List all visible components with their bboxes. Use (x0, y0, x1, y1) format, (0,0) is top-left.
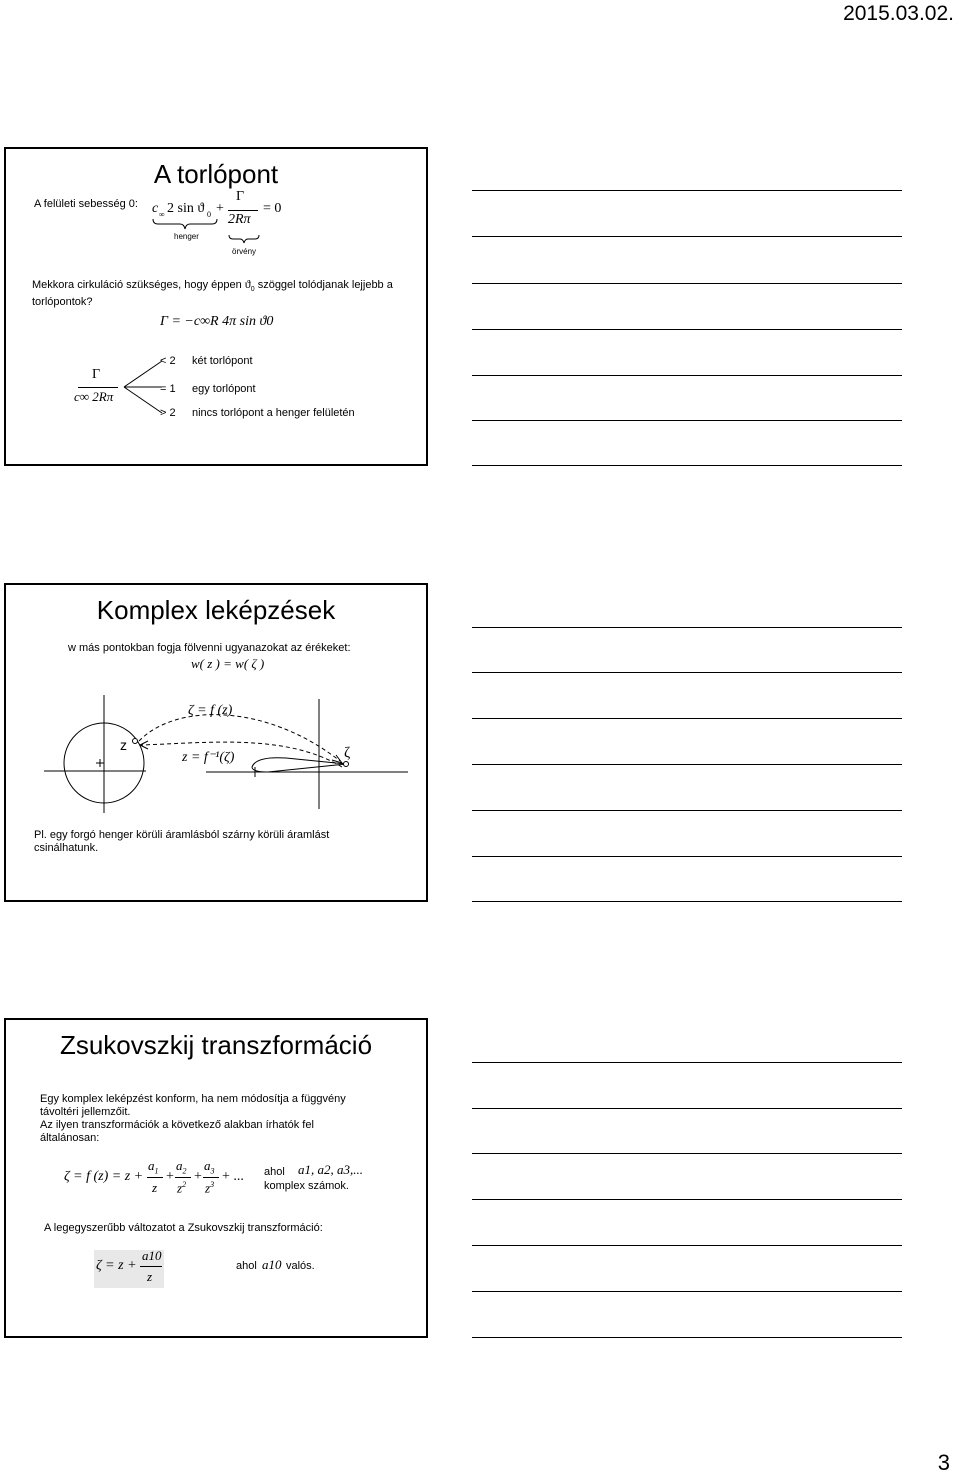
ahol-text: ahol (264, 1166, 285, 1178)
zh-den: z (147, 1269, 153, 1284)
paragraph-simplest: A legegyszerűbb változatot a Zsukovszkij transzformáció: (44, 1222, 323, 1234)
term-z3: $z^3$ (205, 1180, 215, 1196)
slide-zsukovszkij (4, 1018, 428, 1338)
paragraph-conform: Egy komplex leképzést konform, ha nem módosítja a függvény távoltéri jellemzőit. Az ilyen transzformációk a következő alakban írhatók fel általánosan: (40, 1093, 346, 1144)
zh-num: a10 (142, 1248, 162, 1263)
ratio-numerator: Γ (92, 367, 101, 382)
coefficients: a1, a2, a3,... (298, 1162, 363, 1177)
inverse-map-label: z = f⁻¹(ζ) (182, 750, 235, 765)
w-equation: w( z ) = w( ζ ) (191, 656, 265, 671)
term-z: z (152, 1180, 158, 1195)
forward-map-label: ζ = f (z) (188, 703, 233, 718)
plus: + (194, 1169, 202, 1184)
term-a1: $a_1$ (148, 1158, 159, 1176)
case-cond: = 1 (160, 383, 176, 395)
intro-text: A felületi sebesség 0: (34, 198, 138, 210)
case-text: nincs torlópont a henger felületén (192, 407, 355, 419)
term-a2: $a_2$ (176, 1158, 187, 1176)
header-date: 2015.03.02. (843, 2, 954, 25)
case-text: egy torlópont (192, 383, 256, 395)
case-cond: > 2 (160, 407, 176, 419)
slide-title: A torlópont (153, 159, 279, 189)
a10-symbol: a10 (262, 1257, 282, 1272)
question-text: Mekkora cirkuláció szükséges, hogy éppen $ϑ_0$ szöggel tolódjanak lejjebb a torlópontok? (32, 277, 393, 309)
valos-text: valós. (286, 1260, 315, 1272)
slide-torlopont (4, 147, 428, 466)
body-text: w más pontokban fogja fölvenni ugyanazokat az érékeket: (68, 642, 351, 654)
ratio-bar (78, 387, 118, 388)
frac-bar (203, 1177, 219, 1178)
ahol-text: ahol (236, 1260, 257, 1272)
frac-bar (140, 1266, 162, 1267)
series-tail: + ... (222, 1169, 244, 1184)
z-label: z (120, 737, 127, 753)
term-z2: $z^2$ (177, 1180, 187, 1196)
slide-title: Komplex leképzések (96, 595, 336, 625)
stagnation-equation: c ∞ 2 sin ϑ 0 + Γ 2Rπ = 0 henger örvény (152, 189, 282, 256)
series-lhs: ζ = f (z) = z + (64, 1169, 144, 1184)
underbrace-icons (152, 219, 272, 239)
frac-bar (175, 1177, 191, 1178)
zh-lhs: ζ = z + (96, 1258, 137, 1273)
plus: + (166, 1169, 174, 1184)
term-a3: $a_3$ (204, 1158, 215, 1176)
circulation-equation: Γ = −c∞R 4π sin ϑ0 (160, 314, 274, 329)
ratio-denominator: c∞ 2Rπ (74, 389, 114, 404)
page-number: 3 (937, 1450, 950, 1475)
frac-bar (147, 1177, 163, 1178)
slide-title: Zsukovszkij transzformáció (59, 1030, 373, 1060)
slide-komplex-lekepzesek (4, 583, 428, 902)
zeta-label: ζ (344, 745, 351, 761)
komplex-text: komplex számok. (264, 1180, 349, 1192)
case-text: két torlópont (192, 355, 253, 367)
case-cond: < 2 (160, 355, 176, 367)
caption-text: Pl. egy forgó henger körüli áramlásból szárny körüli áramlást csinálhatunk. (34, 829, 330, 854)
